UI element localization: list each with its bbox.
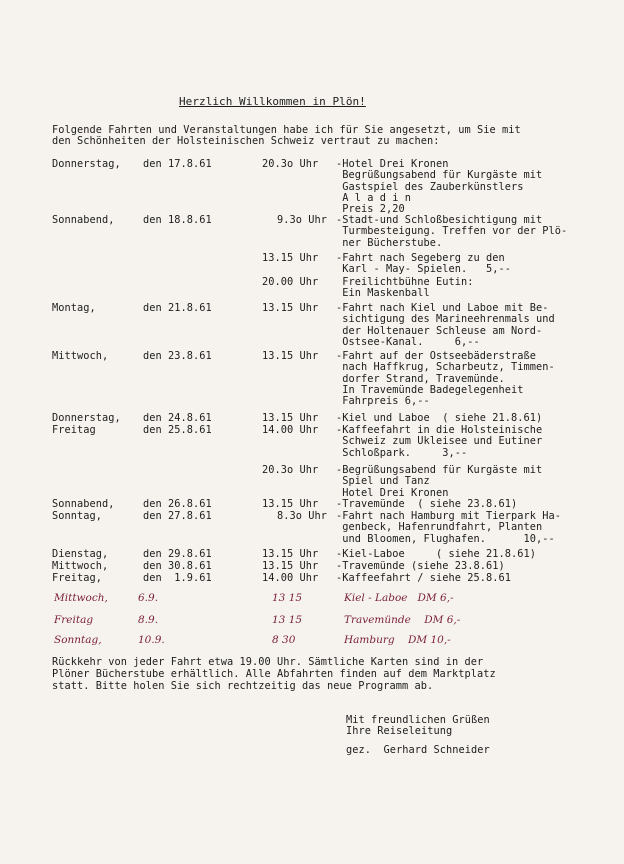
event-description-line: Preis 2,20 <box>336 203 405 216</box>
event-description-line: dorfer Strand, Travemünde. <box>336 372 505 385</box>
event-time: 20.3o Uhr <box>262 464 319 476</box>
event-description-line: Freilichtbühne Eutin: <box>336 276 474 288</box>
event-day: Montag, <box>52 302 96 314</box>
event-date: den 30.8.61 <box>143 560 212 572</box>
event-description-line: genbeck, Hafenrundfahrt, Planten <box>336 521 543 534</box>
event-day: Donnerstag, <box>52 412 121 424</box>
event-description-line: ner Bücherstube. <box>336 236 443 249</box>
event-description-line: -Kaffeefahrt in die Holsteinische <box>336 424 543 436</box>
intro-line-2: den Schönheiten der Holsteinischen Schweiz vertraut zu machen: <box>52 135 440 147</box>
event-description-line: A l a d i n <box>336 191 411 204</box>
signature-greeting: Mit freundlichen Grüßen <box>346 714 490 726</box>
event-description-line: Hotel Drei Kronen <box>336 486 449 499</box>
event-description-line: Fahrpreis 6,-- <box>336 395 430 408</box>
event-description-line: -Fahrt nach Kiel und Laboe mit Be- <box>336 302 549 314</box>
event-description-line: In Travemünde Badegelegenheit <box>336 383 524 396</box>
event-date: den 29.8.61 <box>143 548 212 560</box>
event-description-line: -Travemünde (siehe 23.8.61) <box>336 560 505 572</box>
event-day: Freitag, <box>52 572 102 584</box>
event-description-line: -Kiel-Laboe ( siehe 21.8.61) <box>336 548 536 560</box>
event-time: 13.15 Uhr <box>262 498 319 510</box>
closing-line-1: Rückkehr von jeder Fahrt etwa 19.00 Uhr. Sämtliche Karten sind in der <box>52 656 484 668</box>
event-description-line: -Begrüßungsabend für Kurgäste mit <box>336 464 543 476</box>
event-time: 9.3o Uhr <box>277 214 327 226</box>
event-description-line: -Kaffeefahrt / siehe 25.8.61 <box>336 572 511 584</box>
handwritten-day: Mittwoch, <box>54 592 108 604</box>
intro-line-1: Folgende Fahrten und Veranstaltungen habe ich für Sie angesetzt, um Sie mit <box>52 124 521 136</box>
event-description-line: Turmbesteigung. Treffen vor der Plö- <box>336 225 568 238</box>
event-time: 13.15 Uhr <box>262 252 319 264</box>
event-date: den 1.9.61 <box>143 572 212 584</box>
event-time: 13.15 Uhr <box>262 560 319 572</box>
handwritten-time: 8 30 <box>272 634 296 646</box>
event-description-line: nach Haffkrug, Scharbeutz, Timmen- <box>336 361 555 374</box>
event-day: Donnerstag, <box>52 158 121 170</box>
handwritten-time: 13 15 <box>272 592 303 604</box>
event-description-line: -Kiel und Laboe ( siehe 21.8.61) <box>336 412 543 424</box>
handwritten-day: Freitag <box>54 614 94 626</box>
handwritten-day: Sonntag, <box>54 634 102 646</box>
event-date: den 27.8.61 <box>143 510 212 522</box>
event-time: 13.15 Uhr <box>262 548 319 560</box>
event-time: 13.15 Uhr <box>262 350 319 362</box>
event-description-line: Spiel und Tanz <box>336 475 430 488</box>
event-description-line: -Fahrt nach Hamburg mit Tierpark Ha- <box>336 510 561 522</box>
event-description-line: Karl - May- Spielen. 5,-- <box>336 263 511 276</box>
handwritten-date: 10.9. <box>138 634 165 646</box>
event-date: den 17.8.61 <box>143 158 212 170</box>
handwritten-date: 6.9. <box>138 592 159 604</box>
event-date: den 24.8.61 <box>143 412 212 424</box>
event-description-line: -Travemünde ( siehe 23.8.61) <box>336 498 518 510</box>
event-day: Sonnabend, <box>52 214 115 226</box>
event-description-line: Ein Maskenball <box>336 287 430 300</box>
event-description-line: der Holtenauer Schleuse am Nord- <box>336 324 543 337</box>
event-description-line: Begrüßungsabend für Kurgäste mit <box>336 169 543 182</box>
event-description-line: -Fahrt nach Segeberg zu den <box>336 252 505 264</box>
event-day: Mittwoch, <box>52 350 109 362</box>
event-description-line: -Stadt-und Schloßbesichtigung mit <box>336 214 543 226</box>
event-day: Mittwoch, <box>52 560 109 572</box>
event-description-line: -Hotel Drei Kronen <box>336 158 449 170</box>
page-title: Herzlich Willkommen in Plön! <box>179 95 366 108</box>
event-day: Freitag <box>52 424 96 436</box>
event-date: den 21.8.61 <box>143 302 212 314</box>
event-time: 14.00 Uhr <box>262 572 319 584</box>
event-description-line: Gastspiel des Zauberkünstlers <box>336 180 524 193</box>
event-date: den 18.8.61 <box>143 214 212 226</box>
closing-line-2: Plöner Bücherstube erhältlich. Alle Abfahrten finden auf dem Marktplatz <box>52 668 496 680</box>
event-description-line: Schweiz zum Ukleisee und Eutiner <box>336 435 543 448</box>
event-time: 8.3o Uhr <box>277 510 327 522</box>
event-date: den 25.8.61 <box>143 424 212 436</box>
signature-org: Ihre Reiseleitung <box>346 725 453 737</box>
event-time: 20.3o Uhr <box>262 158 319 170</box>
handwritten-description: Travemünde DM 6,- <box>344 614 461 626</box>
closing-line-3: statt. Bitte holen Sie sich rechtzeitig das neue Programm ab. <box>52 680 434 692</box>
handwritten-description: Kiel - Laboe DM 6,- <box>344 592 454 604</box>
event-day: Sonnabend, <box>52 498 115 510</box>
event-description-line: -Fahrt auf der Ostseebäderstraße <box>336 350 536 362</box>
handwritten-time: 13 15 <box>272 614 303 626</box>
event-date: den 26.8.61 <box>143 498 212 510</box>
signature-name: gez. Gerhard Schneider <box>346 744 490 756</box>
event-description-line: Ostsee-Kanal. 6,-- <box>336 335 480 348</box>
event-day: Sonntag, <box>52 510 102 522</box>
event-day: Dienstag, <box>52 548 109 560</box>
handwritten-date: 8.9. <box>138 614 159 626</box>
event-time: 13.15 Uhr <box>262 302 319 314</box>
event-time: 14.00 Uhr <box>262 424 319 436</box>
event-time: 20.00 Uhr <box>262 276 319 288</box>
event-description-line: Schloßpark. 3,-- <box>336 446 468 459</box>
handwritten-description: Hamburg DM 10,- <box>344 634 451 646</box>
event-date: den 23.8.61 <box>143 350 212 362</box>
event-description-line: und Bloomen, Flughafen. 10,-- <box>336 532 555 545</box>
event-description-line: sichtigung des Marineehrenmals und <box>336 313 555 326</box>
event-time: 13.15 Uhr <box>262 412 319 424</box>
